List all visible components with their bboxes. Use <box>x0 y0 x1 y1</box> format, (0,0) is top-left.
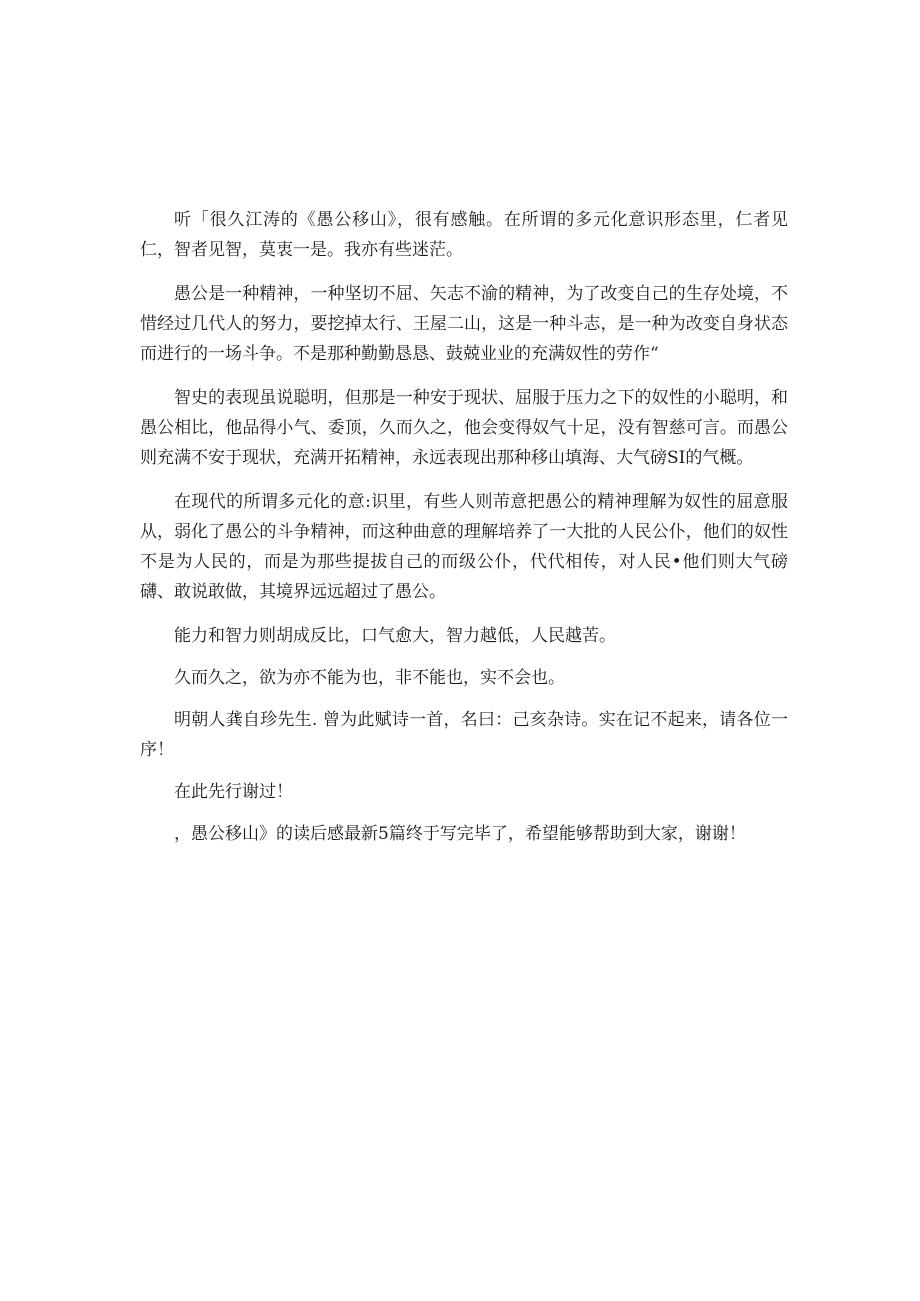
document-body <box>140 205 788 861</box>
paragraph-thanks: 在此先行谢过！ <box>174 782 293 802</box>
paragraph-zhisou-comparison: 智史的表现虽说聪明，但那是一种安于现状、屈服于压力之下的奴性的小聪明，和愚公相比，他品得小气、委顶，久而久之，他会变得奴气十足，没有智慈可言。而愚公则充满不安于现状，充满开拓精神，永远表现出那种移山填海、大气磅SI的气概。 <box>140 388 788 468</box>
paragraph-long-run: 久而久之，欲为亦不能为也，非不能也，实不会也。 <box>174 668 565 688</box>
paragraph-ability-wisdom: 能力和智力则胡成反比，口气愈大，智力越低，人民越苦。 <box>174 626 616 646</box>
paragraph-gong-zizhen: 明朝人龚自珍先生. 曾为此赋诗一首，名曰：己亥杂诗。实在记不起来，请各位一序！ <box>140 710 788 760</box>
paragraph-intro: 听「很久江涛的《愚公移山》，很有感触。在所谓的多元化意识形态里，仁者见仁，智者见智，莫衷一是。我亦有些迷茫。 <box>140 210 788 260</box>
paragraph-closing: ，愚公移山》的读后感最新5篇终于写完毕了，希望能够帮助到大家，谢谢！ <box>174 824 746 844</box>
paragraph-modern-interpretation: 在现代的所谓多元化的意:识里，有些人则芾意把愚公的精神理解为奴性的屈意服从，弱化了愚公的斗争精神，而这种曲意的理解培养了一大批的人民公仆，他们的奴性不是为人民的，而是为那些提拔自己的而级公仆，代代相传，对人民•他们则大气磅礴、敢说敢做，其境界远远超过了愚公。 <box>140 492 788 602</box>
paragraph-yugong-spirit: 愚公是一种精神，一种坚切不屈、矢志不渝的精神，为了改变自己的生存处境，不惜经过几代人的努力，要挖掉太行、王屋二山，这是一种斗志，是一种为改变自身状态而进行的一场斗争。不是那种勤勤恳恳、鼓兢业业的充满奴性的劳作“ <box>140 284 788 364</box>
